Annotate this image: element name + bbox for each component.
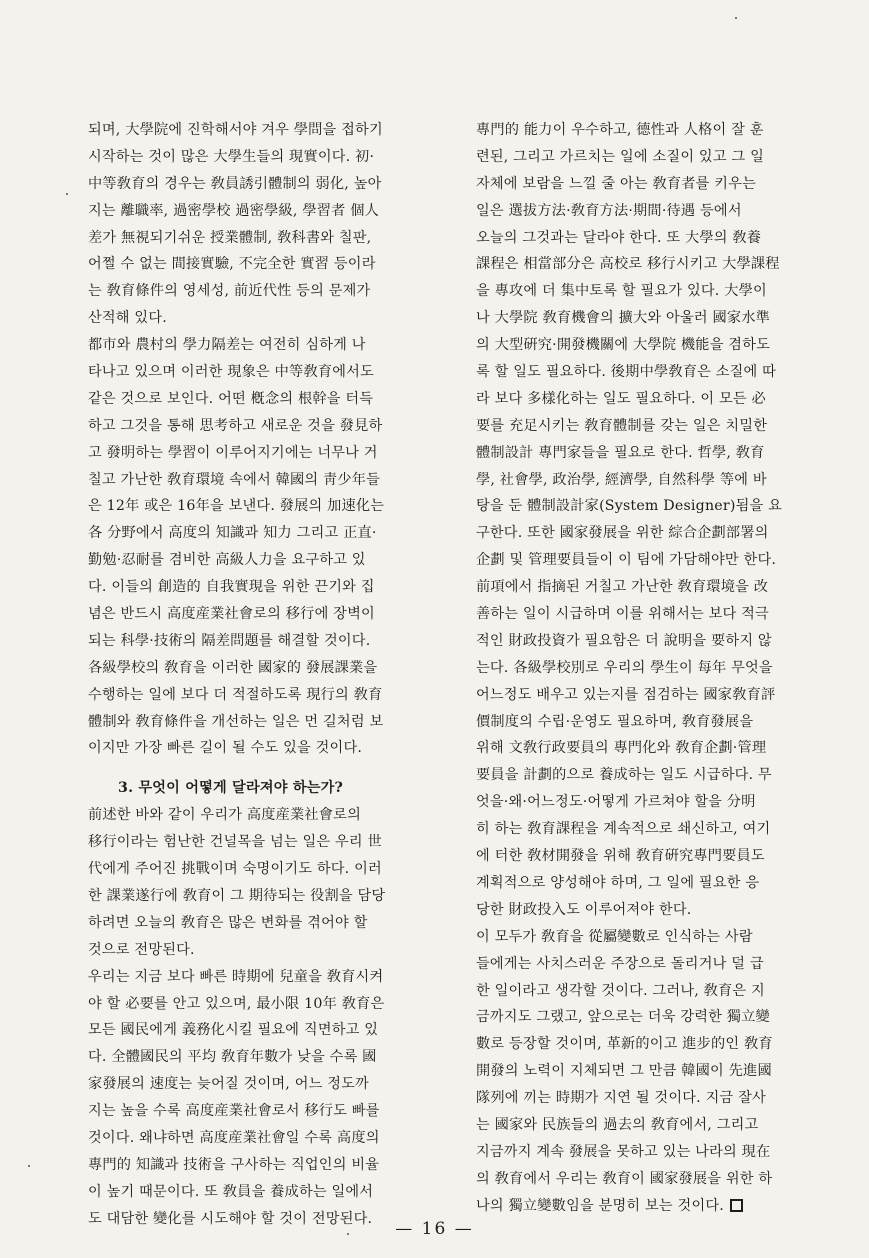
text-line: 나 大學院 敎育機會의 擴大와 아울러 國家水準 xyxy=(476,310,771,327)
text-line: 開發의 노력이 지체되면 그 만큼 韓國이 先進國 xyxy=(476,1063,772,1080)
section-heading: 3. 무엇이 어떻게 달라져야 하는가? xyxy=(118,780,344,797)
text-line: 라 보다 多樣化하는 일도 필요하다. 이 모든 必 xyxy=(476,390,766,407)
text-line: 금까지도 그랬고, 앞으로는 더욱 강력한 獨立變 xyxy=(476,1009,770,1026)
page-number: — 16 — xyxy=(395,1219,474,1239)
text-line: 隊列에 끼는 時期가 지연 될 것이다. 지금 잘사 xyxy=(476,1090,766,1107)
text-line: 各級學校의 敎育을 이러한 國家的 發展課業을 xyxy=(88,659,378,676)
text-line: 價制度의 수립·운영도 필요하며, 敎育發展을 xyxy=(476,713,754,730)
text-line: 中等敎育의 경우는 敎員誘引體制의 弱化, 높아 xyxy=(88,175,382,192)
text-line: 지는 離職率, 過密學校 過密學級, 學習者 個人 xyxy=(88,202,379,219)
text-line: 專門的 能力이 우수하고, 德性과 人格이 잘 훈 xyxy=(476,122,764,138)
text-line: 당한 財政投入도 이루어져야 한다. xyxy=(476,901,692,918)
text-line: 課程은 相當部分은 高校로 移行시키고 大學課程 xyxy=(476,256,780,273)
text-line: 나의 獨立變數임을 분명히 보는 것이다. xyxy=(476,1193,838,1220)
text-line: 일은 選拔方法·敎育方法·期間·待遇 등에서 xyxy=(476,202,742,219)
text-line: 는다. 各級學校別로 우리의 學生이 每年 무엇을 xyxy=(476,659,773,676)
text-line: 산적해 있다. xyxy=(88,310,167,327)
text-line: 칠고 가난한 敎育環境 속에서 韓國의 靑少年들 xyxy=(88,471,381,488)
text-line: 都市와 農村의 學力隔差는 여전히 심하게 나 xyxy=(88,337,366,354)
text-line: 모든 國民에게 義務化시킬 필요에 직면하고 있 xyxy=(88,1022,379,1039)
scan-speck xyxy=(735,17,737,19)
text-line: 이지만 가장 빠른 길이 될 수도 있을 것이다. xyxy=(88,740,363,757)
text-line: 前項에서 指摘된 거칠고 가난한 敎育環境을 改 xyxy=(476,579,769,596)
text-line: 지는 높을 수록 高度産業社會로서 移行도 빠를 xyxy=(88,1103,380,1120)
text-line: 념은 반드시 高度産業社會로의 移行에 장벽이 xyxy=(88,606,375,623)
text-line: 다. 全體國民의 平均 敎育年數가 낮을 수록 國 xyxy=(88,1049,377,1066)
text-line: 같은 것으로 보인다. 어떤 槪念의 根幹을 터득 xyxy=(88,390,374,407)
text-line: 하려면 오늘의 敎育은 많은 변화를 겪어야 할 xyxy=(88,914,368,931)
text-line: 差가 無視되기쉬운 授業體制, 敎科書와 칠판, xyxy=(88,229,372,246)
text-line: 어쩔 수 없는 間接實驗, 不完全한 實習 등이라 xyxy=(88,256,376,273)
text-line: 이 높기 때문이다. 또 敎員을 養成하는 일에서 xyxy=(88,1183,374,1200)
left-paragraph-1 xyxy=(88,117,450,332)
text-line: 자체에 보람을 느낄 줄 아는 敎育者를 키우는 xyxy=(476,175,756,192)
text-line: 되는 科學·技術의 隔差問題를 해결할 것이다. xyxy=(88,632,371,649)
text-line: 타나고 있으며 이러한 現象은 中等敎育에서도 xyxy=(88,364,374,381)
text-line: 되며, 大學院에 진학해서야 겨우 學問을 접하기 xyxy=(88,122,383,138)
right-paragraph-2 xyxy=(476,924,838,1220)
section-spacer xyxy=(88,762,450,775)
text-line: 代에게 주어진 挑戰이며 숙명이기도 하다. 이러 xyxy=(88,861,382,878)
text-line: 移行이라는 험난한 건널목을 넘는 일은 우리 世 xyxy=(88,834,382,851)
text-line: 도 대담한 變化를 시도해야 할 것이 전망된다. xyxy=(88,1210,373,1227)
text-line: 적인 財政投資가 필요함은 더 說明을 要하지 않 xyxy=(476,632,772,649)
right-paragraph-1 xyxy=(476,117,838,924)
scan-speck xyxy=(28,1165,30,1167)
text-line: 善하는 일이 시급하며 이를 위해서는 보다 적극 xyxy=(476,606,769,623)
scan-speck xyxy=(347,1233,349,1235)
text-line: 는 敎育條件의 영세성, 前近代性 등의 문제가 xyxy=(88,283,371,300)
text-line: 要를 充足시키는 敎育體制를 갖는 일은 치밀한 xyxy=(476,417,768,434)
left-paragraph-4 xyxy=(88,964,450,1233)
text-line: 前述한 바와 같이 우리가 高度産業社會로의 xyxy=(88,807,361,824)
text-line: 의 敎育에서 우리는 敎育이 國家發展을 위한 하 xyxy=(476,1170,773,1187)
text-line: 要員을 計劃的으로 養成하는 일도 시급하다. 무 xyxy=(476,767,772,784)
text-line: 오늘의 그것과는 달라야 한다. 또 大學의 敎養 xyxy=(476,229,762,246)
right-column xyxy=(476,117,838,1220)
text-line: 勤勉·忍耐를 겸비한 高級人力을 요구하고 있 xyxy=(88,552,366,569)
text-line: 시작하는 것이 많은 大學生들의 現實이다. 初· xyxy=(88,148,375,165)
text-line: 것이다. 왜냐하면 高度産業社會일 수록 高度의 xyxy=(88,1129,380,1146)
text-line: 야 할 必要를 안고 있으며, 最小限 10年 敎育은 xyxy=(88,995,385,1012)
text-line: 企劃 및 管理要員들이 이 팀에 가담해야만 한다. xyxy=(476,552,777,569)
text-line: 家發展의 速度는 늦어질 것이며, 어느 정도까 xyxy=(88,1076,369,1093)
scan-speck xyxy=(66,193,68,195)
text-line: 을 專攻에 더 集中토록 할 필요가 있다. 大學이 xyxy=(476,283,767,300)
text-line: 련된, 그리고 가르치는 일에 소질이 있고 그 일 xyxy=(476,148,764,165)
left-paragraph-3 xyxy=(88,802,450,963)
text-line: 수행하는 일에 보다 더 적절하도록 現行의 敎育 xyxy=(88,686,383,703)
text-line: 히 하는 敎育課程을 계속적으로 쇄신하고, 여기 xyxy=(476,821,771,838)
text-line: 한 課業遂行에 敎育이 그 期待되는 役割을 담당 xyxy=(88,887,386,904)
text-line: 各 分野에서 高度의 知識과 知力 그리고 正直· xyxy=(88,525,377,542)
text-line: 우리는 지금 보다 빠른 時期에 兒童을 敎育시켜 xyxy=(88,968,384,985)
text-line: 體制와 敎育條件을 개선하는 일은 먼 길처럼 보 xyxy=(88,713,384,730)
text-line: 들에게는 사치스러운 주장으로 돌리거나 덜 급 xyxy=(476,955,764,972)
text-line: 하고 그것을 통해 思考하고 새로운 것을 發見하 xyxy=(88,417,383,434)
left-column xyxy=(88,117,450,1233)
text-line: 다. 이들의 創造的 自我實現을 위한 끈기와 집 xyxy=(88,579,375,596)
text-line: 고 發明하는 學習이 이루어지기에는 너무나 거 xyxy=(88,444,378,461)
text-line: 은 12年 或은 16年을 보낸다. 發展의 加速化는 xyxy=(88,498,385,515)
text-line: 는 國家와 民族들의 過去의 敎育에서, 그리고 xyxy=(476,1116,759,1133)
text-line: 專門的 知識과 技術을 구사하는 직업인의 비율 xyxy=(88,1156,380,1173)
text-line: 록 할 일도 필요하다. 後期中學敎育은 소질에 따 xyxy=(476,364,777,381)
text-line: 위해 文敎行政要員의 專門化와 敎育企劃·管理 xyxy=(476,740,767,757)
text-line: 엇을·왜·어느정도·어떻게 가르쳐야 할을 分明 xyxy=(476,794,756,811)
text-line: 한 일이라고 생각할 것이다. 그러나, 敎育은 지 xyxy=(476,982,765,999)
text-line: 의 大型硏究·開發機關에 大學院 機能을 겸하도 xyxy=(476,337,771,354)
text-line: 어느정도 배우고 있는지를 점검하는 國家敎育評 xyxy=(476,686,776,703)
text-line: 學, 社會學, 政治學, 經濟學, 自然科學 等에 바 xyxy=(476,471,767,488)
text-line: 구한다. 또한 國家發展을 위한 綜合企劃部署의 xyxy=(476,525,769,542)
text-line: 數로 등장할 것이며, 革新的이고 進步的인 敎育 xyxy=(476,1036,773,1053)
end-of-article-mark xyxy=(730,1199,743,1212)
text-line: 것으로 전망된다. xyxy=(88,941,195,958)
text-line: 體制設計 專門家들을 필요로 한다. 哲學, 敎育 xyxy=(476,444,765,461)
text-line: 탕을 둔 體制設計家(System Designer)됨을 요 xyxy=(476,498,783,515)
text-line: 에 터한 敎材開發을 위해 敎育硏究專門要員도 xyxy=(476,848,765,865)
left-paragraph-2 xyxy=(88,332,450,762)
text-line: 계획적으로 양성해야 하며, 그 일에 필요한 응 xyxy=(476,874,760,891)
text-line: 이 모두가 敎育을 從屬變數로 인식하는 사람 xyxy=(476,928,753,945)
text-line: 지금까지 계속 發展을 못하고 있는 나라의 現在 xyxy=(476,1143,771,1160)
